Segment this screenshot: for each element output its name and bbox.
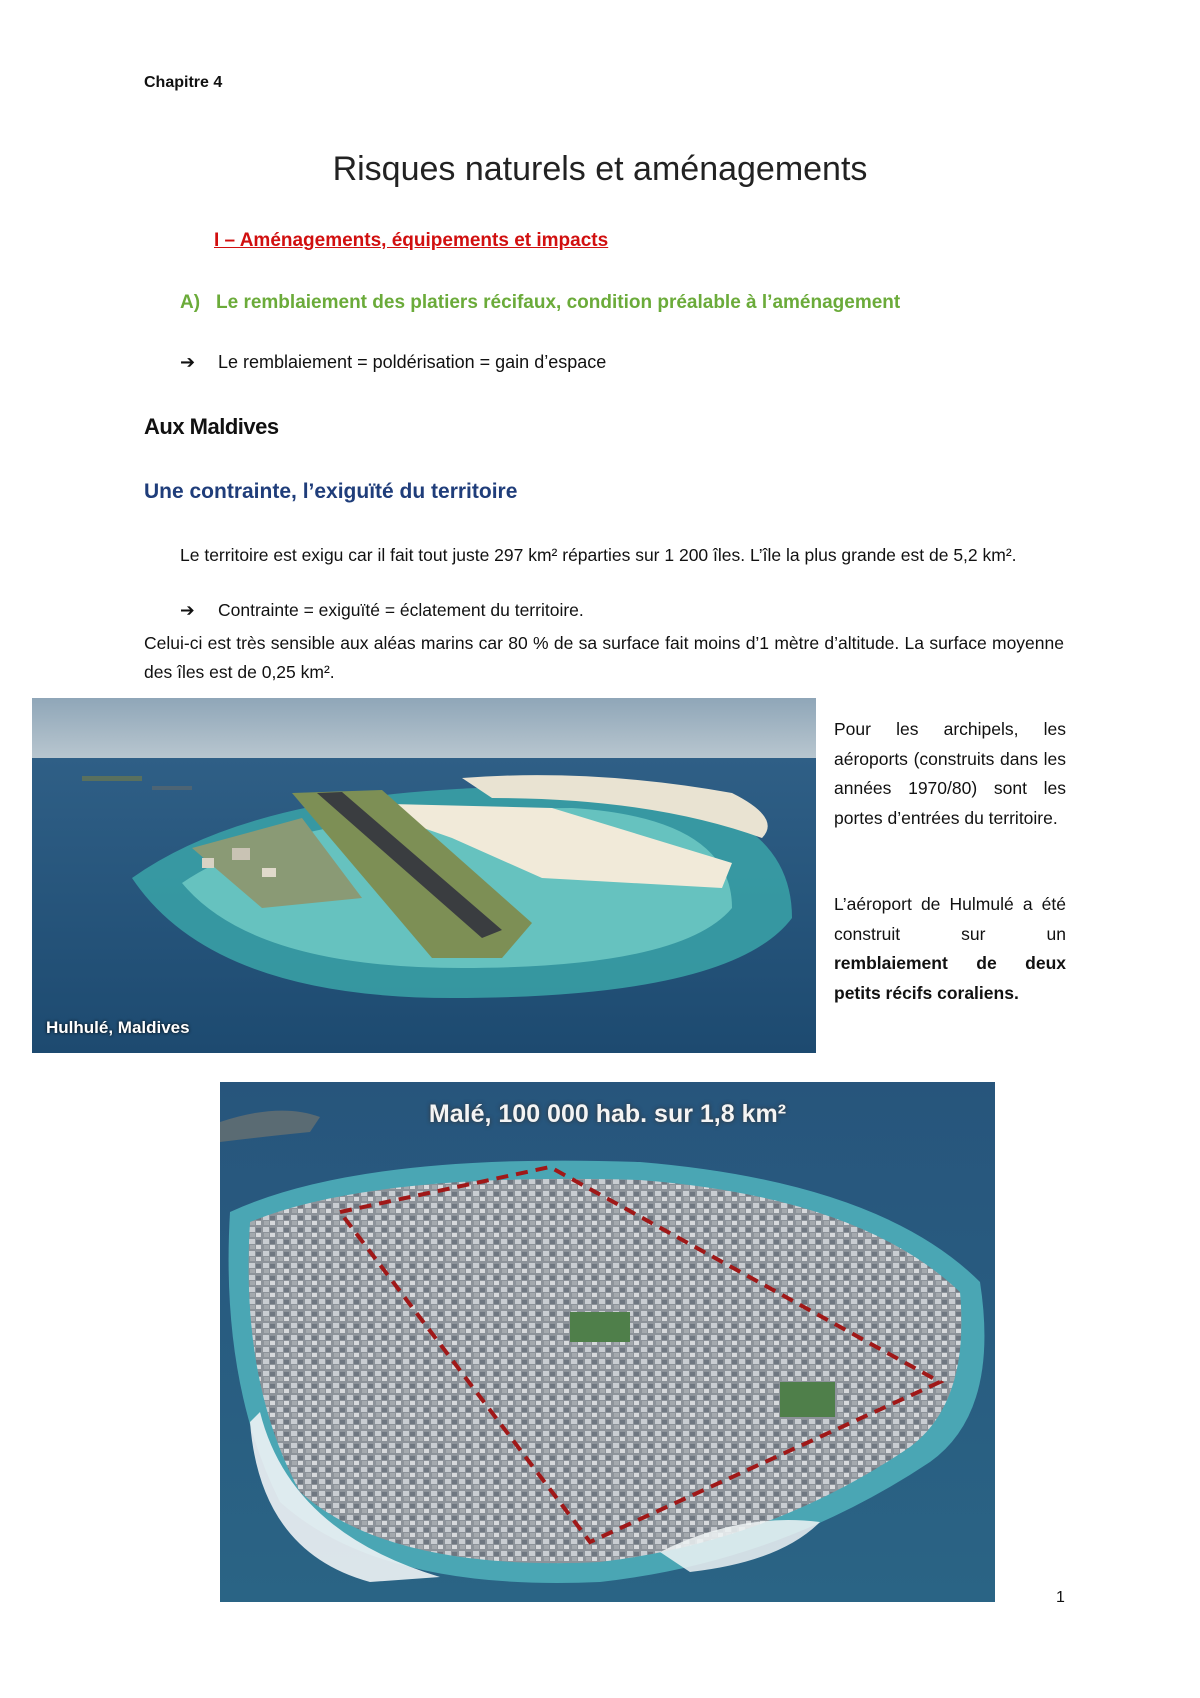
- section-a-text: Le remblaiement des platiers récifaux, condition préalable à l’aménagement: [216, 292, 901, 313]
- section-heading-1: I – Aménagements, équipements et impacts: [214, 230, 609, 251]
- section-heading-a: [180, 292, 900, 314]
- contrainte-text: Contrainte = exiguïté = éclatement du territoire.: [218, 600, 584, 620]
- remblaiement-line: [180, 352, 606, 373]
- side-paragraph-2: [834, 890, 1066, 1008]
- hulhule-airport-photo: [32, 698, 816, 1053]
- contrainte-line: [180, 600, 584, 621]
- male-city-photo: [220, 1082, 995, 1602]
- side-paragraph-2-bold: remblaiement de deux petits récifs coraliens.: [834, 953, 1066, 1003]
- side-paragraph-1: Pour les archipels, les aéroports (construits dans les années 1970/80) sont les portes d’entrées du territoire.: [834, 719, 1066, 828]
- page-title: Risques naturels et aménagements: [332, 150, 868, 188]
- page-number: 1: [1056, 1589, 1065, 1606]
- arrow-right-icon: ➔: [180, 352, 196, 372]
- photo-2-caption: Malé, 100 000 hab. sur 1,8 km²: [428, 1100, 787, 1128]
- section-letter: A): [180, 292, 201, 313]
- paragraph-1: Le territoire est exigu car il fait tout juste 297 km² réparties sur 1 200 îles. L’île la plus grande est de 5,2 km².: [180, 545, 1017, 565]
- heading-maldives: Aux Maldives: [144, 414, 279, 439]
- paragraph-2: Celui-ci est très sensible aux aléas marins car 80 % de sa surface fait moins d’1 mètre d’altitude. La surface moyenne des îles est de 0,25 km².: [144, 633, 1064, 682]
- subheading-constraint: Une contrainte, l’exiguïté du territoire: [144, 480, 518, 503]
- photo-1-caption: Hulhulé, Maldives: [46, 1018, 190, 1037]
- side-paragraph-2-text: L’aéroport de Hulmulé a été construit sur un: [834, 894, 1066, 944]
- arrow-right-icon: ➔: [180, 600, 195, 620]
- chapter-label: Chapitre 4: [144, 74, 223, 91]
- remblaiement-text: Le remblaiement = poldérisation = gain d’espace: [218, 352, 607, 372]
